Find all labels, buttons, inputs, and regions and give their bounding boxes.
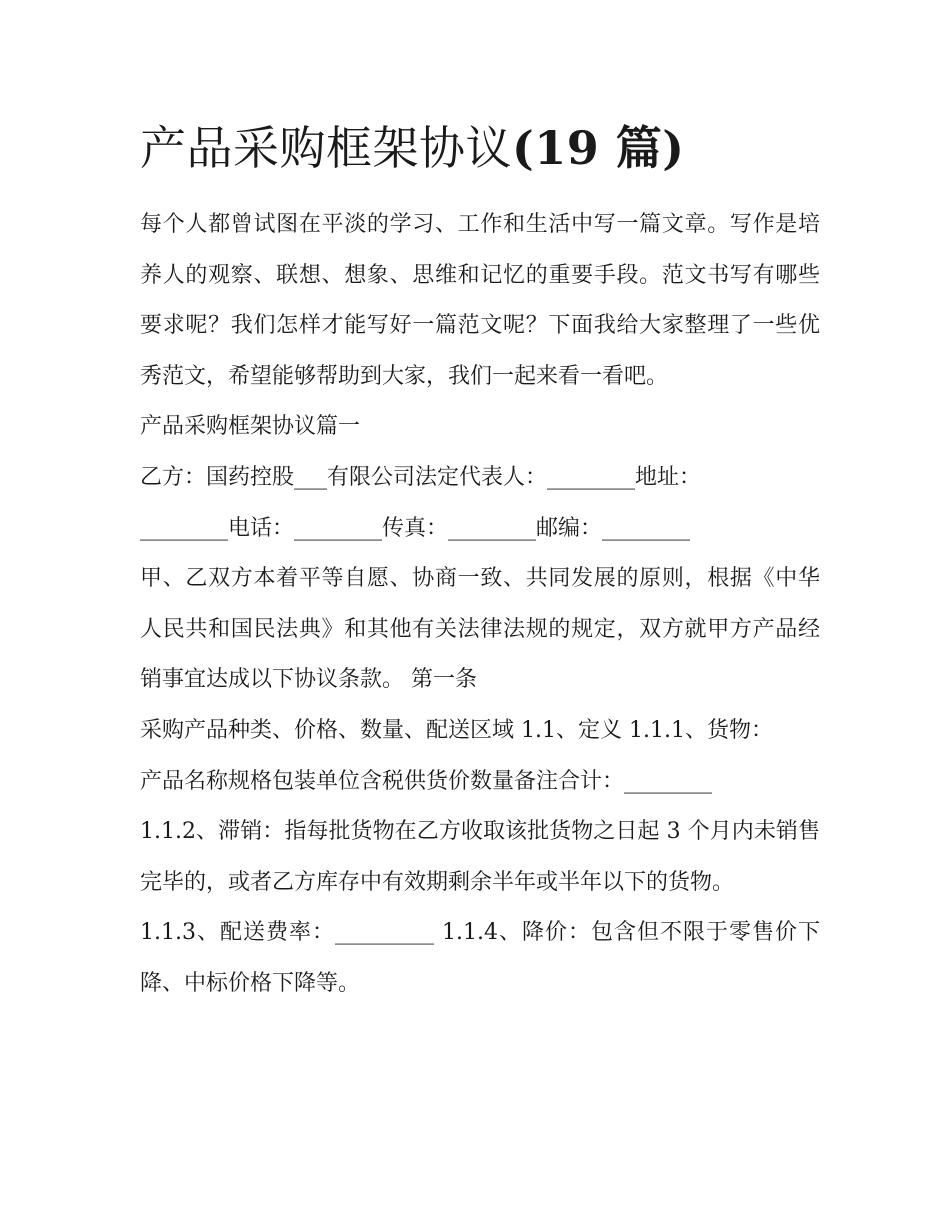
clause-1-line: 采购产品种类、价格、数量、配送区域 1.1、定义 1.1.1、货物： [140, 717, 773, 743]
document-page [140, 112, 820, 1010]
clause-goods-line: 产品名称规格包装单位含税供货价数量备注合计：________ [140, 768, 713, 794]
party-info-line-2: ________电话：________传真：________邮编：________ [140, 515, 691, 541]
title-main: 产品采购框架协议 [140, 121, 512, 175]
principle-paragraph: 甲、乙双方本着平等自愿、协商一致、共同发展的原则，根据《中华人民共和国民法典》和其他有关法律法规的规定，双方就甲方产品经销事宜达成以下协议条款。 第一条 [140, 566, 820, 693]
title-suffix: (19 篇) [512, 121, 685, 175]
clause-1-1-2-paragraph: 1.1.2、滞销：指每批货物在乙方收取该批货物之日起 3 个月内未销售完毕的，或者乙方库存中有效期剩余半年或半年以下的货物。 [140, 819, 820, 895]
party-info-line-1: 乙方：国药控股___有限公司法定代表人：________地址： [140, 464, 702, 490]
clause-1-1-3-paragraph: 1.1.3、配送费率：_________ 1.1.4、降价：包含但不限于零售价下降、中标价格下降等。 [140, 920, 820, 996]
section-heading: 产品采购框架协议篇一 [140, 414, 361, 440]
intro-paragraph: 每个人都曾试图在平淡的学习、工作和生活中写一篇文章。写作是培养人的观察、联想、想象、思维和记忆的重要手段。范文书写有哪些要求呢？我们怎样才能写好一篇范文呢？下面我给大家整理了一些优秀范文，希望能够帮助到大家，我们一起来看一看吧。 [140, 212, 820, 389]
document-title [140, 112, 820, 184]
